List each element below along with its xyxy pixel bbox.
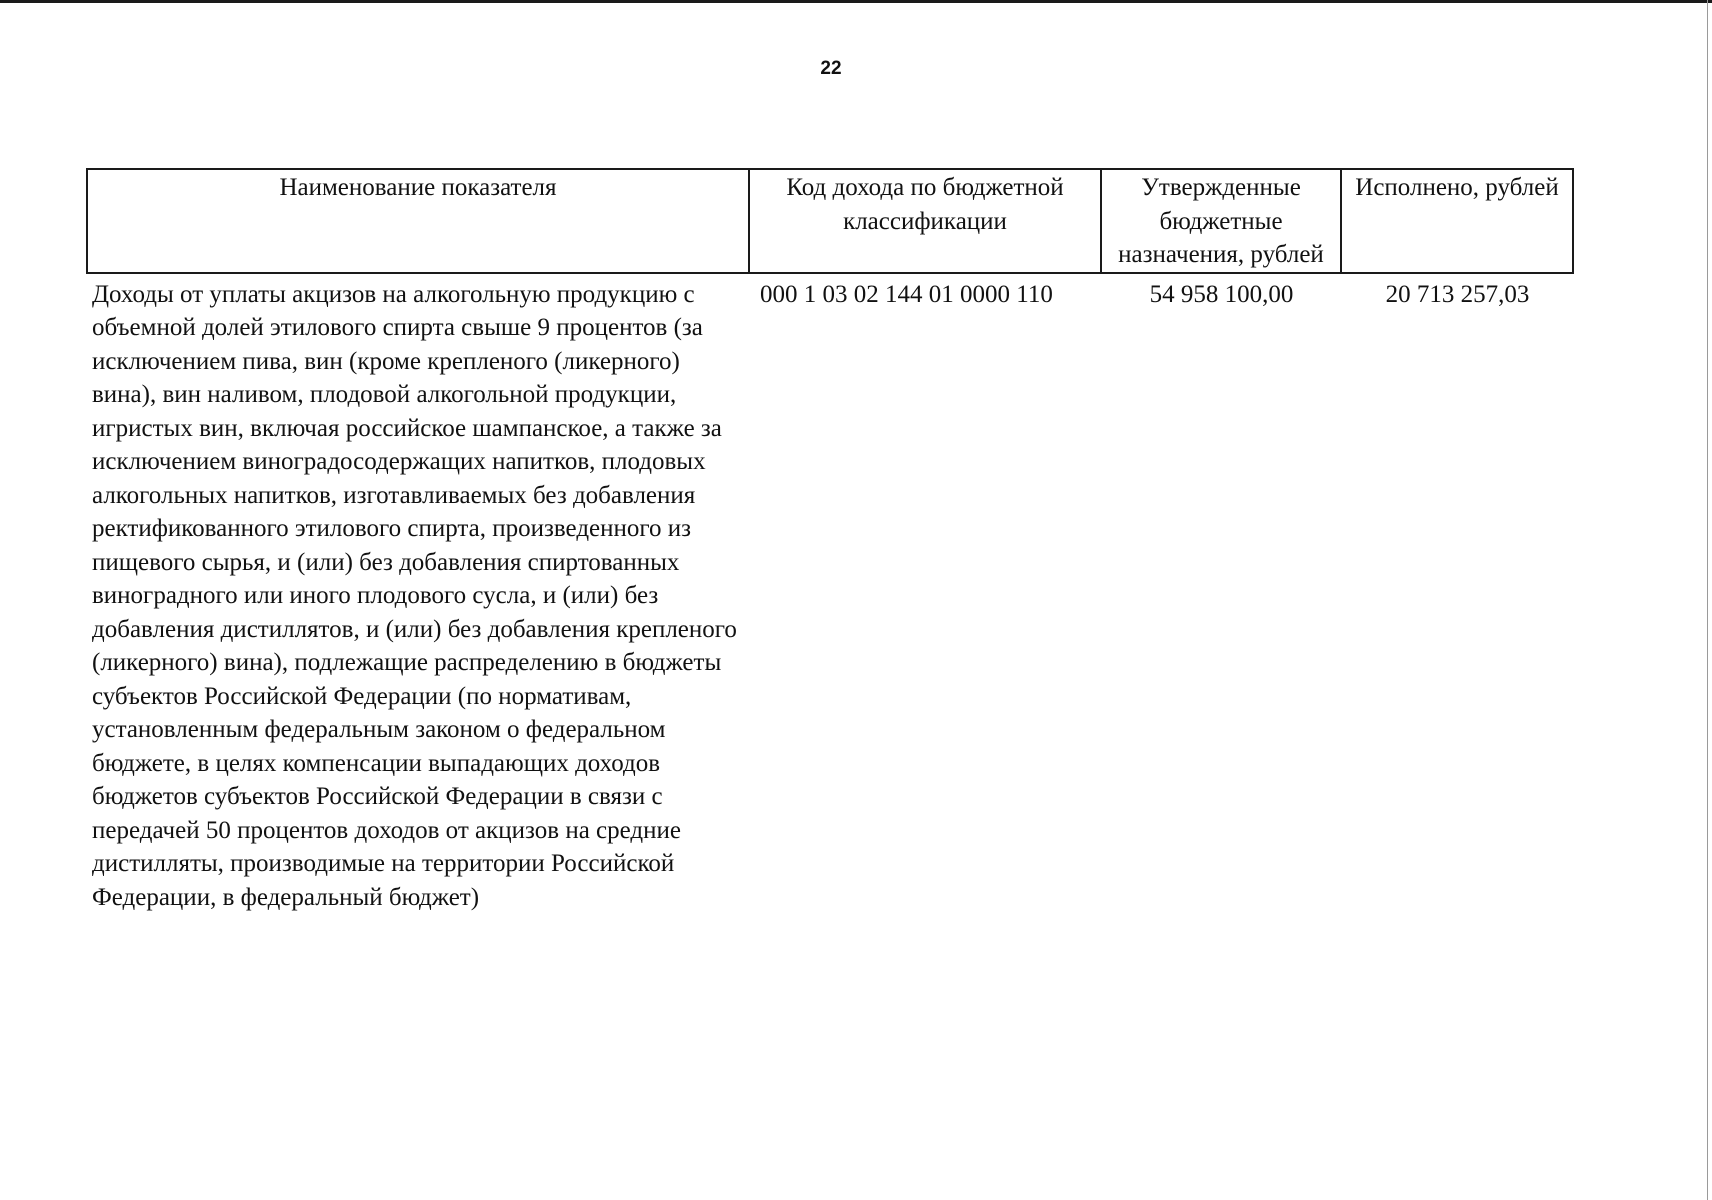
header-revenue-code: Код дохода по бюджетной классификации [749,169,1101,273]
header-approved-budget: Утвержденные бюджетные назначения, рублей [1101,169,1341,273]
page-top-border [0,0,1712,3]
header-executed: Исполнено, рублей [1341,169,1573,273]
cell-indicator-name: Доходы от уплаты акцизов на алкогольную продукцию с объемной долей этилового спирта свыше 9 процентов (за исключением пива, вин (кроме крепленого (ликерного) вина), вин наливом, плодовой алкогольной продукции, игристых вин, включая российское шампанское, а также за исключением виноградосодержащих напитков, плодовых алкогольных напитков, изготавливаемых без добавления ректификованного этилового спирта, произведенного из пищевого сырья, и (или) без добавления спиртованных виноградного или иного плодового сусла, и (или) без добавления дистиллятов, и (или) без добавления крепленого (ликерного) вина), подлежащие распределению в бюджеты субъектов Российской Федерации (по нормативам, установленным федеральным законом о федеральном бюджете, в целях компенсации выпадающих доходов бюджетов субъектов Российской Федерации в связи с передачей 50 процентов доходов от акцизов на средние дистилляты, производимые на территории Российской Федерации, в федеральный бюджет) [92,280,737,911]
cell-executed: 20 713 257,03 [1385,280,1530,308]
header-row [87,169,1573,273]
table-header [87,169,1573,273]
cell-revenue-code: 000 1 03 02 144 01 0000 110 [760,280,1053,308]
page-number: 22 [820,58,842,79]
budget-revenue-table [86,168,1574,914]
header-indicator-name: Наименование показателя [87,169,749,273]
table-row [87,273,1573,915]
page-right-border [1707,0,1708,1200]
table-body [87,273,1573,915]
cell-approved-budget: 54 958 100,00 [1149,280,1294,308]
